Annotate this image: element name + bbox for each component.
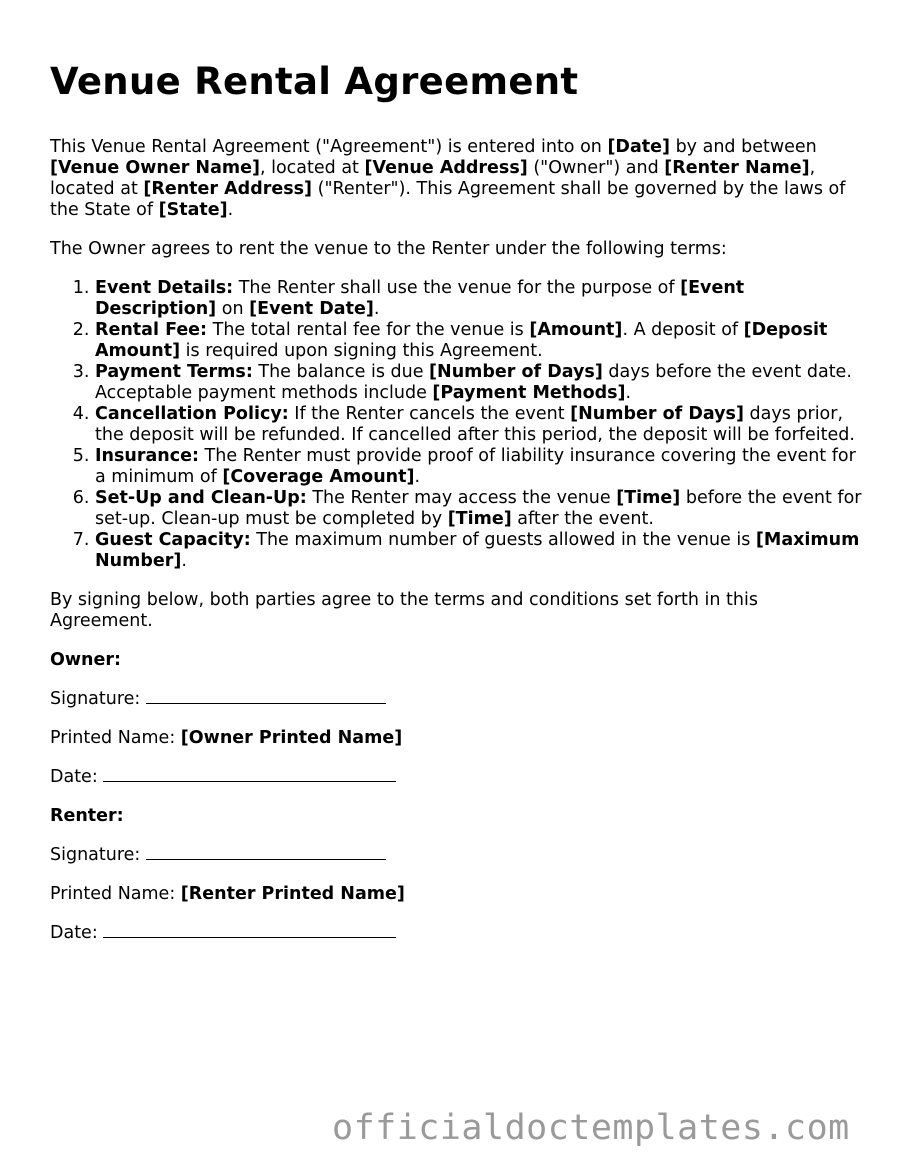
field-deposit-amount: [Deposit Amount] — [95, 320, 828, 362]
field-venue-address: [Venue Address] — [364, 158, 528, 179]
field-owner-printed-name: [Owner Printed Name] — [180, 728, 403, 749]
term-text: days prior, the deposit will be refunded. If cancelled after this period, the deposit will be forfeited. — [95, 404, 855, 446]
renter-date-blank[interactable] — [103, 923, 396, 938]
field-payment-methods: [Payment Methods] — [432, 383, 626, 404]
field-event-description: [Event Description] — [95, 278, 745, 320]
field-renter-name: [Renter Name] — [664, 158, 810, 179]
field-owner-name: [Venue Owner Name] — [50, 158, 260, 179]
field-date: [Date] — [607, 137, 671, 158]
owner-heading: Owner: — [50, 650, 121, 671]
intro-text: by and between — [670, 137, 817, 158]
term-label: Payment Terms: — [95, 362, 253, 383]
field-amount: [Amount] — [529, 320, 623, 341]
date-label: Date: — [50, 923, 104, 944]
term-text: If the Renter cancels the event — [288, 404, 571, 425]
term-text: after the event. — [511, 509, 654, 530]
renter-date-line — [50, 923, 865, 944]
term-text: The Renter must provide proof of liability insurance covering the event for a minimum of — [95, 446, 856, 488]
owner-signature-line — [50, 689, 865, 710]
field-maximum-number: [Maximum Number] — [95, 530, 860, 572]
owner-date-blank[interactable] — [103, 767, 396, 782]
term-setup-cleanup — [95, 488, 865, 530]
field-number-of-days: [Number of Days] — [429, 362, 603, 383]
field-state: [State] — [158, 200, 228, 221]
intro-text: , located at — [50, 158, 816, 200]
field-event-date: [Event Date] — [249, 299, 374, 320]
term-text: days before the event date. Acceptable payment methods include — [95, 362, 852, 404]
intro-text: . — [227, 200, 234, 221]
term-event-details — [95, 278, 865, 320]
field-coverage-amount: [Coverage Amount] — [222, 467, 415, 488]
document-title: Venue Rental Agreement — [50, 60, 579, 103]
term-text: . — [181, 551, 187, 572]
term-label: Guest Capacity: — [95, 530, 251, 551]
term-cancellation-policy — [95, 404, 865, 446]
term-text: The total rental fee for the venue is — [207, 320, 530, 341]
signature-label: Signature: — [50, 845, 146, 866]
term-label: Insurance: — [95, 446, 199, 467]
field-renter-printed-name: [Renter Printed Name] — [180, 884, 405, 905]
term-text: The Renter may access the venue — [306, 488, 617, 509]
term-text: before the event for set-up. Clean-up must be completed by — [95, 488, 862, 530]
date-label: Date: — [50, 767, 104, 788]
printed-name-label: Printed Name: — [50, 728, 181, 749]
term-label: Set-Up and Clean-Up: — [95, 488, 307, 509]
printed-name-label: Printed Name: — [50, 884, 181, 905]
renter-printed-name-line — [50, 884, 865, 905]
term-text: on — [216, 299, 250, 320]
term-payment-terms — [95, 362, 865, 404]
terms-list — [50, 278, 865, 572]
field-cleanup-time: [Time] — [447, 509, 512, 530]
renter-heading: Renter: — [50, 806, 124, 827]
owner-date-line — [50, 767, 865, 788]
intro-text: , located at — [259, 158, 365, 179]
intro-paragraph — [50, 137, 865, 221]
field-setup-time: [Time] — [616, 488, 681, 509]
signature-label: Signature: — [50, 689, 146, 710]
intro-text: ("Renter"). This Agreement shall be governed by the laws of the State of — [50, 179, 846, 221]
term-text: The maximum number of guests allowed in the venue is — [250, 530, 756, 551]
term-text: The balance is due — [252, 362, 430, 383]
term-insurance — [95, 446, 865, 488]
term-label: Rental Fee: — [95, 320, 208, 341]
document-page — [50, 60, 865, 962]
watermark-text: officialdoctemplates.com — [332, 1108, 850, 1148]
field-renter-address: [Renter Address] — [143, 179, 313, 200]
owner-signature-blank[interactable] — [146, 689, 386, 704]
terms-intro: The Owner agrees to rent the venue to the Renter under the following terms: — [50, 239, 727, 260]
term-text: The Renter shall use the venue for the purpose of — [233, 278, 681, 299]
term-rental-fee — [95, 320, 865, 362]
closing-paragraph: By signing below, both parties agree to the terms and conditions set forth in this Agreement. — [50, 590, 758, 632]
term-text: . A deposit of — [622, 320, 744, 341]
owner-printed-name-line — [50, 728, 865, 749]
term-label: Event Details: — [95, 278, 234, 299]
term-text: is required upon signing this Agreement. — [180, 341, 543, 362]
term-text: . — [625, 383, 632, 404]
term-text: . — [414, 467, 421, 488]
renter-signature-blank[interactable] — [146, 845, 386, 860]
intro-text: ("Owner") and — [527, 158, 665, 179]
intro-text: This Venue Rental Agreement ("Agreement") is entered into on — [50, 137, 608, 158]
renter-signature-line — [50, 845, 865, 866]
term-guest-capacity — [95, 530, 865, 572]
term-text: . — [373, 299, 380, 320]
term-label: Cancellation Policy: — [95, 404, 289, 425]
field-number-of-days: [Number of Days] — [570, 404, 744, 425]
